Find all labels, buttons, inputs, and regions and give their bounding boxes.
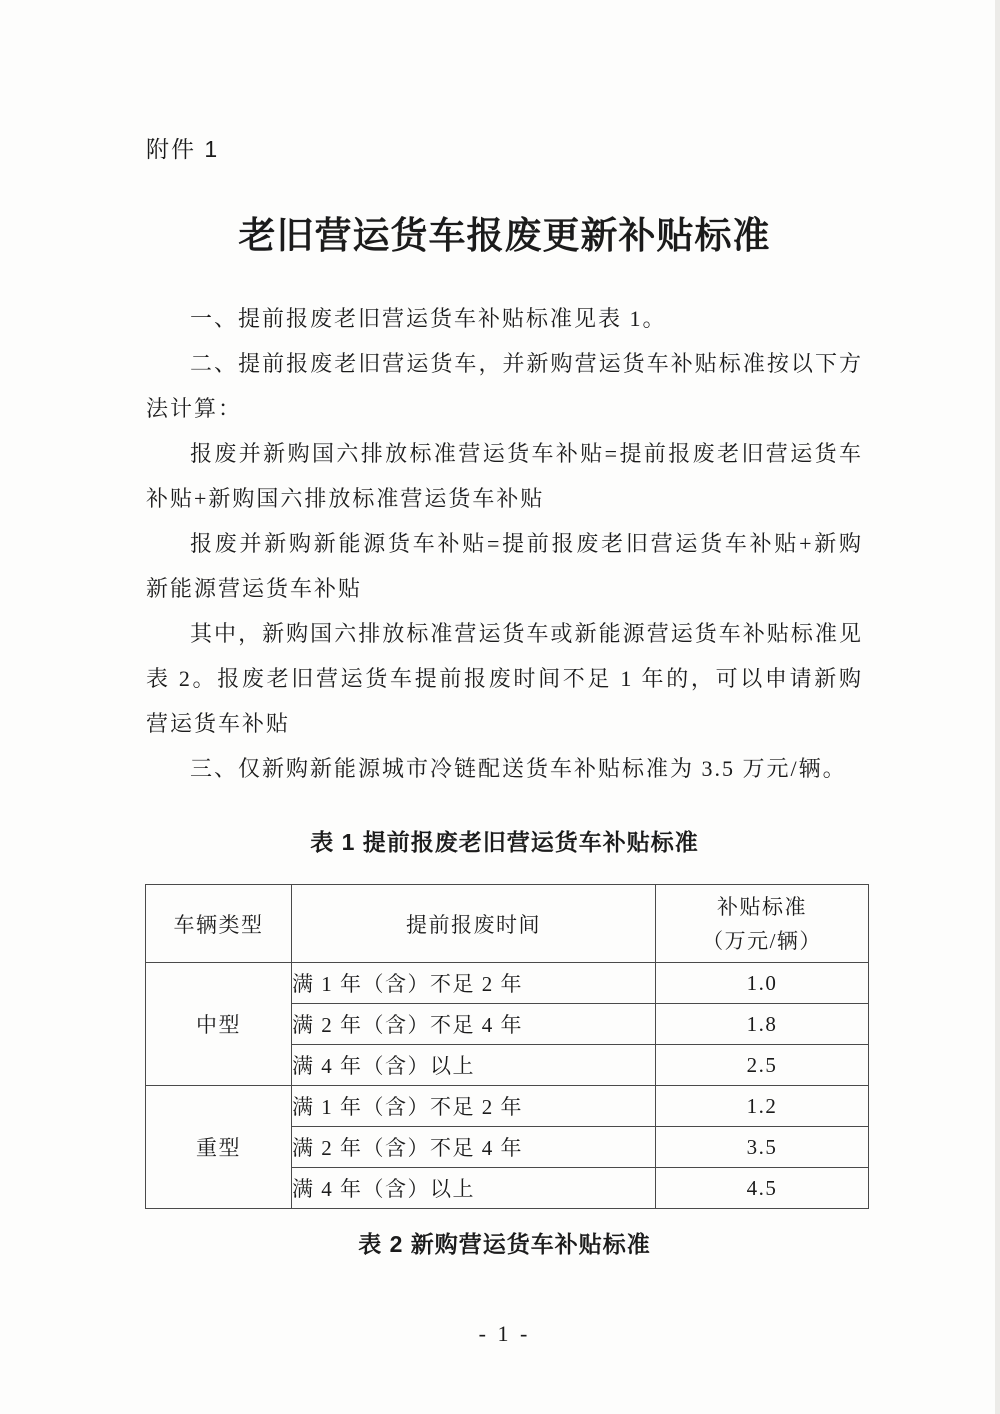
table2-caption: 表 2 新购营运货车补贴标准 bbox=[358, 1231, 651, 1257]
cell-scrap-time: 满 1 年（含）不足 2 年 bbox=[292, 963, 656, 1004]
page-number: - 1 - bbox=[478, 1321, 531, 1346]
table1-subsidy-standards bbox=[145, 884, 869, 1209]
paragraph-2: 二、提前报废老旧营运货车，并新购营运货车补贴标准按以下方法计算： bbox=[146, 351, 863, 421]
header-scrap-time: 提前报废时间 bbox=[292, 885, 656, 963]
cell-scrap-time: 满 4 年（含）以上 bbox=[292, 1045, 656, 1086]
table-row bbox=[146, 963, 869, 1004]
table1-caption: 表 1 提前报废老旧营运货车补贴标准 bbox=[310, 829, 699, 855]
cell-amount: 1.0 bbox=[656, 963, 869, 1004]
header-subsidy-line2: （万元/辆） bbox=[702, 928, 822, 953]
cell-amount: 2.5 bbox=[656, 1045, 869, 1086]
cell-scrap-time: 满 2 年（含）不足 4 年 bbox=[292, 1004, 656, 1045]
cell-scrap-time: 满 1 年（含）不足 2 年 bbox=[292, 1086, 656, 1127]
table-header-row bbox=[146, 885, 869, 963]
document-body bbox=[146, 296, 863, 791]
paragraph-3-formula: 报废并新购国六排放标准营运货车补贴=提前报废老旧营运货车补贴+新购国六排放标准营运货车补贴 bbox=[146, 441, 863, 511]
cell-amount: 3.5 bbox=[656, 1127, 869, 1168]
cell-vehicle-type-medium: 中型 bbox=[146, 963, 292, 1086]
paragraph-1: 一、提前报废老旧营运货车补贴标准见表 1。 bbox=[190, 306, 667, 331]
table-row bbox=[146, 1086, 869, 1127]
attachment-label: 附件 1 bbox=[146, 136, 220, 162]
cell-amount: 4.5 bbox=[656, 1168, 869, 1209]
paragraph-4-formula: 报废并新购新能源货车补贴=提前报废老旧营运货车补贴+新购新能源营运货车补贴 bbox=[146, 531, 863, 601]
cell-scrap-time: 满 2 年（含）不足 4 年 bbox=[292, 1127, 656, 1168]
cell-amount: 1.2 bbox=[656, 1086, 869, 1127]
cell-vehicle-type-heavy: 重型 bbox=[146, 1086, 292, 1209]
header-vehicle-type: 车辆类型 bbox=[146, 885, 292, 963]
paragraph-5: 其中，新购国六排放标准营运货车或新能源营运货车补贴标准见表 2。报废老旧营运货车提前报废时间不足 1 年的，可以申请新购营运货车补贴 bbox=[146, 621, 863, 736]
cell-scrap-time: 满 4 年（含）以上 bbox=[292, 1168, 656, 1209]
document-title: 老旧营运货车报废更新补贴标准 bbox=[238, 216, 771, 257]
header-subsidy-standard bbox=[656, 885, 869, 963]
paragraph-6: 三、仅新购新能源城市冷链配送货车补贴标准为 3.5 万元/辆。 bbox=[190, 756, 847, 781]
header-subsidy-line1: 补贴标准 bbox=[717, 894, 807, 919]
cell-amount: 1.8 bbox=[656, 1004, 869, 1045]
